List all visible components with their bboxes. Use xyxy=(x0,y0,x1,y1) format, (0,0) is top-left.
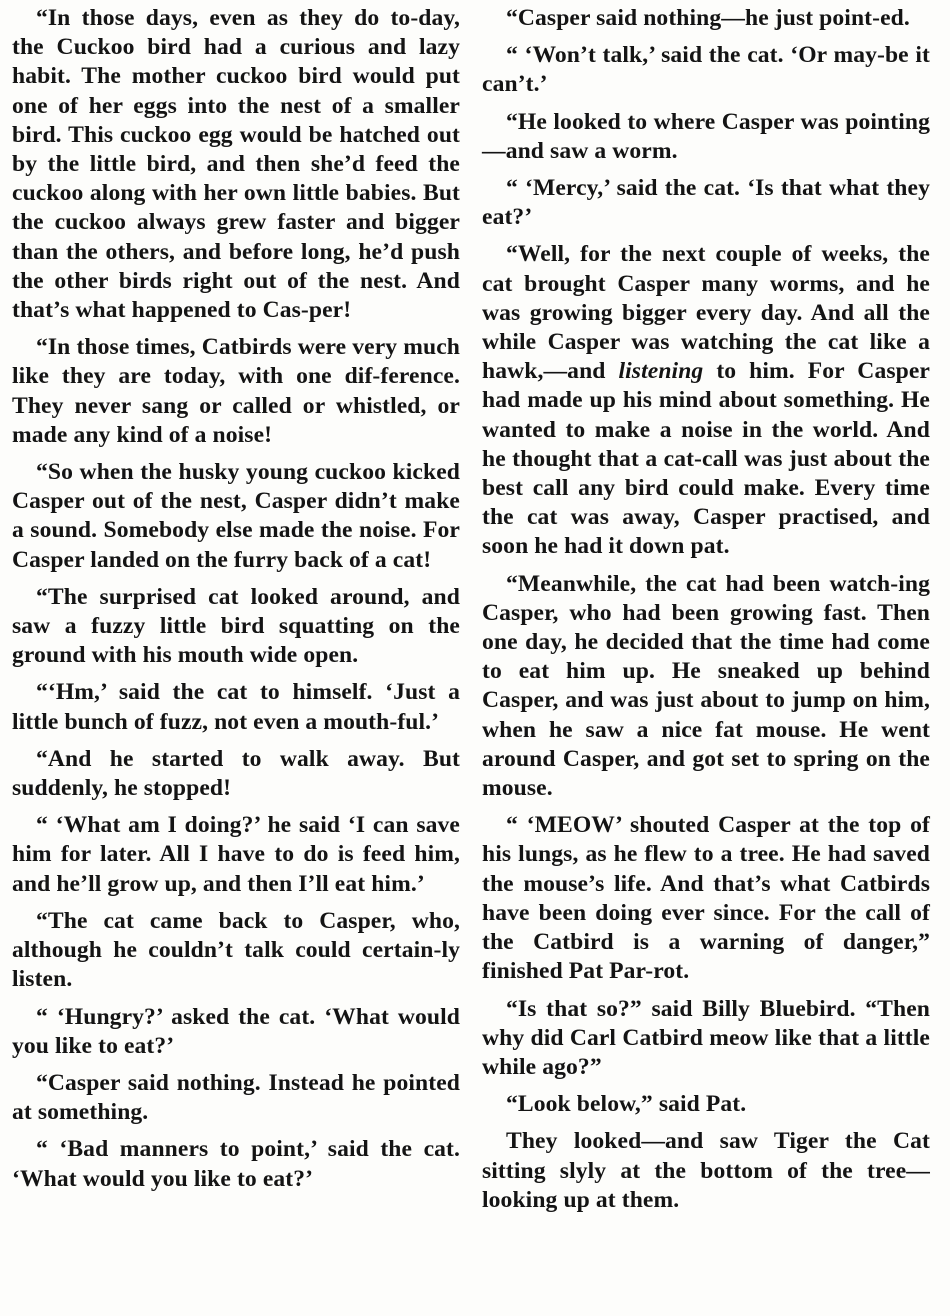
paragraph: “‘Hm,’ said the cat to himself. ‘Just a little bunch of fuzz, not even a mouth-ful.’ xyxy=(12,679,460,735)
emphasis: listening xyxy=(618,358,704,385)
paragraph: “ ‘Bad manners to point,’ said the cat. ‘What would you like to eat?’ xyxy=(12,1136,460,1192)
paragraph: “ ‘What am I doing?’ he said ‘I can save him for later. All I have to do is feed him, and he’ll grow up, and then I’ll eat him.’ xyxy=(12,812,460,897)
paragraph: “ ‘Hungry?’ asked the cat. ‘What would you like to eat?’ xyxy=(12,1003,460,1059)
paragraph: “The surprised cat looked around, and saw a fuzzy little bird squatting on the ground with his mouth wide open. xyxy=(12,583,460,669)
paragraph: “Casper said nothing—he just point-ed. xyxy=(506,5,910,31)
paragraph: “ ‘Mercy,’ said the cat. ‘Is that what they eat?’ xyxy=(482,175,930,231)
paragraph: “ ‘Won’t talk,’ said the cat. ‘Or may-be it can’t.’ xyxy=(482,42,930,98)
paragraph: They looked—and saw Tiger the Cat sitting slyly at the bottom of the tree—looking up at them. xyxy=(482,1128,930,1213)
paragraph: “Look below,” said Pat. xyxy=(506,1091,747,1118)
paragraph: “Casper said nothing. Instead he pointed at something. xyxy=(12,1069,460,1126)
paragraph: “And he started to walk away. But suddenly, he stopped! xyxy=(12,745,460,802)
paragraph: “So when the husky young cuckoo kicked Casper out of the nest, Casper didn’t make a sound. Somebody else made the noise. For Casper landed on the furry back of a cat! xyxy=(12,459,460,573)
paragraph: “Meanwhile, the cat had been watch-ing Casper, who had been growing fast. Then one day, he decided that the time had come to eat him up. He sneaked up behind Casper, and was just about to jump on him, when he saw a nice fat mouse. He went around Casper, and got set to spring on the mouse. xyxy=(482,570,930,802)
paragraph: “ ‘MEOW’ shouted Casper at the top of his lungs, as he flew to a tree. He had saved the mouse’s life. And that’s what Catbirds have been doing ever since. For the call of the Catbird is a warning of danger,” finished Pat Par-rot. xyxy=(482,812,930,985)
left-column xyxy=(12,4,460,1316)
paragraph: “Is that so?” said Billy Bluebird. “Then why did Carl Catbird meow like that a little while ago?” xyxy=(482,995,930,1080)
paragraph: “In those times, Catbirds were very much like they are today, with one dif-ference. They never sang or called or whistled, or made any kind of a noise! xyxy=(12,334,460,448)
paragraph: “Well, for the next couple of weeks, the cat brought Casper many worms, and he was growing bigger every day. And all the while Casper was watching the cat like a hawk,—and listening to him. For Casper had made up his mind about something. He wanted to make a noise in the world. And he thought that a cat-call was just about the best call any bird could make. Every time the cat was away, Casper practised, and soon he had it down pat. xyxy=(482,241,930,560)
right-column xyxy=(482,4,930,1316)
paragraph: “In those days, even as they do to-day, the Cuckoo bird had a curious and lazy habit. The mother cuckoo bird would put one of her eggs into the nest of a smaller bird. This cuckoo egg would be hatched out by the little bird, and then she’d feed the cuckoo along with her own little babies. But the cuckoo always grew faster and bigger than the others, and before long, he’d push the other birds right out of the nest. And that’s what happened to Cas-per! xyxy=(12,5,460,324)
paragraph: “He looked to where Casper was pointing—and saw a worm. xyxy=(482,108,930,164)
paragraph: “The cat came back to Casper, who, although he couldn’t talk could certain-ly listen. xyxy=(12,907,460,993)
